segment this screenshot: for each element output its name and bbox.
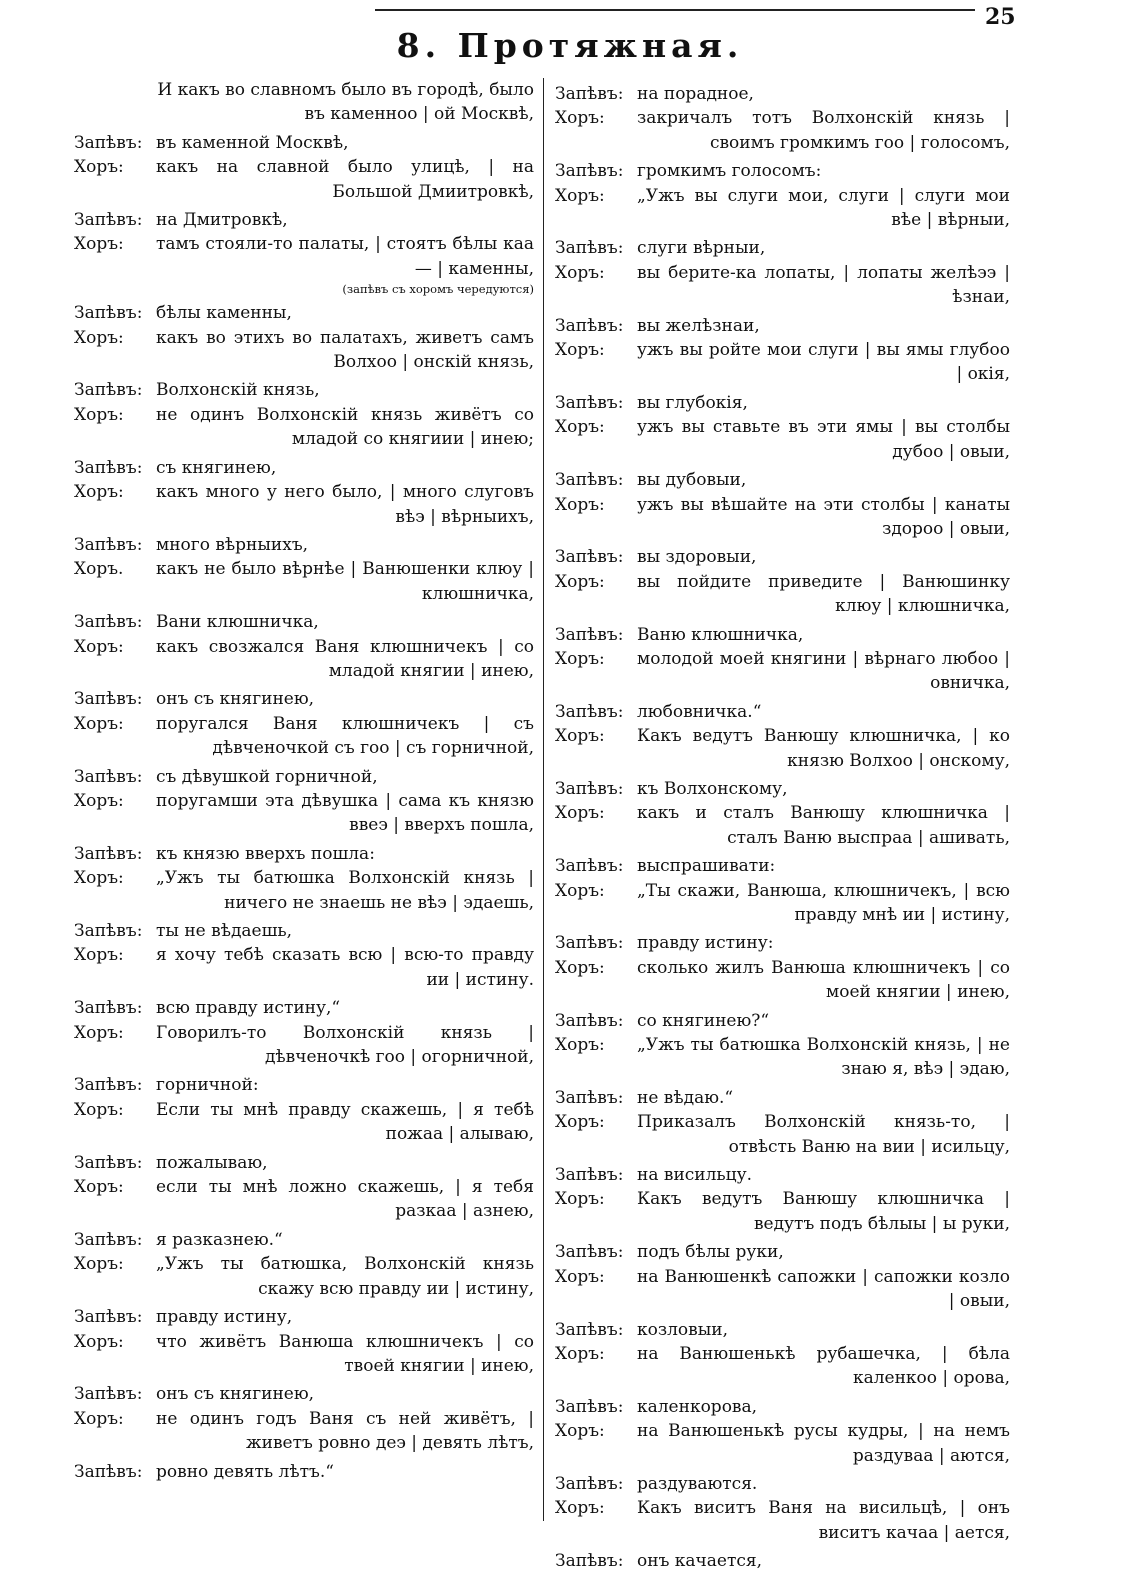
- zapev-line: [74, 456, 534, 480]
- verse-text: бѣлы каменны,: [156, 303, 292, 324]
- hor-line: [555, 415, 1010, 464]
- verse-text: ужъ вы ставьте въ эти ямы | вы столбы дубоо | овыи,: [637, 417, 1010, 462]
- hor-line: [74, 943, 534, 992]
- speaker-label: Запѣвъ:: [74, 612, 143, 633]
- hor-line: [74, 866, 534, 915]
- verse-text: сколько жилъ Ванюша клюшничекъ | со моей княгии | инею,: [637, 957, 1010, 1003]
- zapev-line: [555, 236, 1010, 260]
- zapev-line: [74, 131, 534, 155]
- zapev-line: [555, 314, 1010, 338]
- speaker-label: Хоръ:: [555, 108, 605, 129]
- zapev-line: [74, 301, 534, 325]
- hor-line: [74, 1330, 534, 1379]
- hor-line: [555, 647, 1010, 696]
- hor-line: [555, 261, 1010, 310]
- verse-text: со княгинею?“: [637, 1010, 770, 1031]
- verse-text: къ князю вверхъ пошла:: [156, 843, 375, 864]
- hor-line: [74, 789, 534, 838]
- speaker-label: Хоръ:: [555, 340, 605, 361]
- speaker-label: Запѣвъ:: [555, 778, 624, 799]
- zapev-line: [555, 1318, 1010, 1342]
- speaker-label: Запѣвъ:: [74, 303, 143, 324]
- page-number: 25: [985, 4, 1016, 30]
- verse-text: съ княгинею,: [156, 457, 277, 478]
- zapev-line: [74, 378, 534, 402]
- hor-line: [555, 1342, 1010, 1391]
- hor-line: [555, 1265, 1010, 1314]
- zapev-line: [555, 82, 1010, 106]
- verse-text: ты не вѣдаешь,: [156, 921, 293, 941]
- speaker-label: Хоръ:: [74, 790, 124, 811]
- zapev-line: [555, 931, 1010, 955]
- speaker-label: Хоръ:: [555, 1421, 605, 1442]
- verse-text: какъ и сталъ Ванюшу клюшничка | сталъ Ваню выспраа | ашивать,: [637, 803, 1010, 848]
- verse-text: правду истину:: [637, 933, 774, 954]
- zapev-line: [555, 1240, 1010, 1264]
- speaker-label: Запѣвъ:: [74, 132, 143, 153]
- zapev-line: [555, 1009, 1010, 1033]
- verse-text: подъ бѣлы руки,: [637, 1242, 784, 1263]
- speaker-label: Хоръ:: [74, 1022, 124, 1043]
- verse-text: слуги вѣрныи,: [637, 238, 766, 259]
- verse-text: раздуваются.: [637, 1473, 758, 1494]
- speaker-label: Запѣвъ:: [74, 210, 143, 231]
- hor-line: [74, 712, 534, 761]
- speaker-label: Хоръ:: [555, 1498, 605, 1519]
- speaker-label: Запѣвъ:: [74, 689, 143, 710]
- speaker-label: Хоръ:: [74, 1099, 124, 1120]
- zapev-line: [74, 208, 534, 232]
- speaker-label: Хоръ:: [555, 803, 605, 824]
- speaker-label: Хоръ:: [555, 957, 605, 978]
- speaker-label: Хоръ:: [74, 1254, 124, 1275]
- page-title: 8. Протяжная.: [396, 26, 744, 65]
- speaker-label: Запѣвъ:: [74, 998, 143, 1019]
- speaker-label: Запѣвъ:: [555, 1319, 624, 1340]
- verse-text: „Ужъ ты батюшка, Волхонскій князь скажу всю правду ии | истину,: [156, 1254, 534, 1299]
- zapev-line: [74, 1073, 534, 1097]
- verse-text: громкимъ голосомъ:: [637, 161, 822, 182]
- verse-text: поругамши эта дѣвушка | сама къ князю ввеэ | вверхъ пошла,: [156, 790, 534, 836]
- verse-text: вы желѣзнаи,: [637, 315, 760, 336]
- speaker-label: Хоръ:: [74, 945, 124, 966]
- speaker-label: Запѣвъ:: [555, 624, 624, 645]
- zapev-line: [555, 159, 1010, 183]
- hor-line: [74, 232, 534, 281]
- speaker-label: Хоръ:: [555, 262, 605, 283]
- verse-text: Говорилъ-то Волхонскій князь | дѣвченочкѣ гоо | огорничной,: [156, 1022, 534, 1068]
- verse-text: не одинъ Волхонскій князь живётъ со младой со княгиии | инею;: [156, 404, 534, 450]
- speaker-label: Запѣвъ:: [555, 1551, 624, 1572]
- zapev-line: [555, 1472, 1010, 1496]
- speaker-label: Запѣвъ:: [74, 1152, 143, 1173]
- speaker-label: Хоръ:: [555, 648, 605, 669]
- speaker-label: Хоръ:: [74, 1177, 124, 1198]
- hor-line: [555, 1187, 1010, 1236]
- verse-text: козловыи,: [637, 1319, 729, 1340]
- speaker-label: Запѣвъ:: [555, 315, 624, 336]
- verse-text: „Ты скажи, Ванюша, клюшничекъ, | всю правду мнѣ ии | истину,: [637, 880, 1010, 925]
- speaker-label: Хоръ:: [74, 1331, 124, 1352]
- speaker-label: Хоръ.: [74, 559, 124, 580]
- hor-line: [74, 1407, 534, 1456]
- verse-text: какъ во этихъ во палатахъ, живетъ самъ Волхоо | онскій князь,: [156, 327, 534, 373]
- verse-text: горничной:: [156, 1075, 259, 1096]
- verse-text: я разказнею.“: [156, 1229, 283, 1250]
- top-rule: [375, 9, 975, 11]
- speaker-label: Запѣвъ:: [555, 547, 624, 568]
- speaker-label: Запѣвъ:: [555, 701, 624, 722]
- hor-line: [555, 493, 1010, 542]
- verse-text: И какъ во славномъ было въ городѣ, было въ каменноо | ой Москвѣ,: [157, 80, 534, 125]
- verse-text: на порадное,: [637, 84, 754, 104]
- hor-line: [74, 1175, 534, 1224]
- speaker-label: Запѣвъ:: [555, 856, 624, 877]
- zapev-line: [555, 854, 1010, 878]
- zapev-line: [74, 1228, 534, 1252]
- speaker-label: Запѣвъ:: [555, 392, 624, 413]
- verse-text: на висильцу.: [637, 1165, 753, 1186]
- opening-line: [74, 78, 534, 127]
- speaker-label: Запѣвъ:: [555, 1473, 624, 1494]
- speaker-label: [74, 78, 156, 127]
- verse-text: къ Волхонскому,: [637, 778, 788, 799]
- verse-text: ужъ вы вѣшайте на эти столбы | канаты здороо | овыи,: [637, 494, 1010, 539]
- speaker-label: Запѣвъ:: [555, 1010, 624, 1031]
- verse-text: молодой моей княгини | вѣрнаго любоо | овничка,: [637, 648, 1010, 694]
- speaker-label: Запѣвъ:: [74, 1229, 143, 1250]
- zapev-line: [74, 610, 534, 634]
- hor-line: [74, 326, 534, 375]
- verse-text: не вѣдаю.“: [637, 1087, 734, 1108]
- hor-line: [555, 1110, 1010, 1159]
- hor-line: [555, 879, 1010, 928]
- verse-text: вы пойдите приведите | Ванюшинку клюу | клюшничка,: [637, 571, 1010, 617]
- speaker-label: Хоръ:: [74, 404, 124, 425]
- verse-text: вы здоровыи,: [637, 547, 757, 568]
- speaker-label: Хоръ:: [555, 726, 605, 747]
- verse-text: Вани клюшничка,: [156, 612, 319, 633]
- verse-text: „Ужъ ты батюшка Волхонскій князь, | не знаю я, вѣэ | эдаю,: [637, 1035, 1010, 1080]
- verse-text: Приказалъ Волхонскій князь-то, | отвѣсть Ваню на вии | исильцу,: [637, 1112, 1010, 1157]
- verse-text: на Ванюшенькѣ русы кудры, | на немъ раздуваа | аются,: [637, 1421, 1010, 1466]
- speaker-label: Хоръ:: [555, 1189, 605, 1210]
- verse-text: Ваню клюшничка,: [637, 624, 804, 645]
- hor-line: [555, 338, 1010, 387]
- hor-line: [555, 106, 1010, 155]
- speaker-label: Запѣвъ:: [74, 534, 143, 555]
- speaker-label: Запѣвъ:: [74, 1384, 143, 1405]
- zapev-line: [74, 533, 534, 557]
- zapev-line: [555, 1163, 1010, 1187]
- hor-line: [555, 184, 1010, 233]
- right-column: [555, 78, 1010, 1574]
- speaker-label: Хоръ:: [555, 494, 605, 515]
- zapev-line: [74, 1382, 534, 1406]
- speaker-label: Запѣвъ:: [74, 1307, 143, 1328]
- speaker-label: Запѣвъ:: [74, 921, 143, 941]
- speaker-label: Хоръ:: [74, 327, 124, 348]
- speaker-label: Хоръ:: [555, 417, 605, 438]
- hor-line: [555, 1033, 1010, 1082]
- zapev-line: [555, 623, 1010, 647]
- verse-text: что живётъ Ванюша клюшничекъ | со твоей княгии | инею,: [156, 1331, 534, 1376]
- hor-line: [74, 557, 534, 606]
- hor-line: [555, 956, 1010, 1005]
- speaker-label: Запѣвъ:: [555, 84, 624, 104]
- verse-text: „Ужъ ты батюшка Волхонскій князь | ничего не знаешь не вѣэ | эдаешь,: [156, 868, 534, 913]
- speaker-label: Запѣвъ:: [74, 1075, 143, 1096]
- zapev-line: [74, 765, 534, 789]
- zapev-line: [555, 777, 1010, 801]
- speaker-label: Запѣвъ:: [555, 1242, 624, 1263]
- hor-line: [74, 155, 534, 204]
- speaker-label: Хоръ:: [555, 185, 605, 206]
- verse-text: съ дѣвушкой горничной,: [156, 766, 378, 787]
- speaker-label: Запѣвъ:: [74, 766, 143, 787]
- verse-text: правду истину,: [156, 1307, 293, 1328]
- left-column: [74, 78, 534, 1484]
- hor-line: [555, 801, 1010, 850]
- speaker-label: Запѣвъ:: [74, 380, 143, 401]
- verse-text: какъ много у него было, | много слуговъ вѣэ | вѣрныихъ,: [156, 482, 534, 527]
- verse-text: какъ на славной было улицѣ, | на Большой Дмиитровкѣ,: [156, 157, 534, 202]
- speaker-label: Хоръ:: [555, 571, 605, 592]
- speaker-label: Хоръ:: [74, 482, 124, 503]
- speaker-label: Запѣвъ:: [74, 1461, 143, 1482]
- verse-text: я хочу тебѣ сказать всю | всю-то правду ии | истину.: [156, 945, 534, 990]
- verse-text: въ каменной Москвѣ,: [156, 132, 349, 153]
- hor-line: [74, 635, 534, 684]
- hor-line: [74, 480, 534, 529]
- verse-text: тамъ стояли-то палаты, | стоятъ бѣлы каа— | каменны,: [156, 234, 534, 279]
- verse-text: каленкорова,: [637, 1396, 758, 1417]
- zapev-line: [74, 687, 534, 711]
- verse-text: поругался Ваня клюшничекъ | съ дѣвченочкой съ гоо | съ горничной,: [156, 713, 534, 759]
- zapev-line: [74, 1305, 534, 1329]
- verse-text: ровно девять лѣтъ.“: [156, 1461, 334, 1482]
- zapev-line: [74, 1460, 534, 1484]
- speaker-label: Хоръ:: [555, 1343, 605, 1364]
- verse-text: не одинъ годъ Ваня съ ней живётъ, | живетъ ровно деэ | девять лѣтъ,: [156, 1408, 534, 1454]
- verse-text: всю правду истину,“: [156, 998, 341, 1019]
- verse-text: на Дмитровкѣ,: [156, 210, 288, 231]
- verse-text: Какъ виситъ Ваня на висильцѣ, | онъ виситъ качаа | ается,: [637, 1498, 1010, 1543]
- verse-text: Какъ ведутъ Ванюшу клюшничка | ведутъ подъ бѣлыы | ы руки,: [637, 1189, 1010, 1234]
- speaker-label: Запѣвъ:: [555, 933, 624, 954]
- verse-text: онъ съ княгинею,: [156, 1384, 315, 1405]
- verse-text: онъ съ княгинею,: [156, 689, 315, 710]
- hor-line: [555, 1419, 1010, 1468]
- verse-text: онъ качается,: [637, 1551, 763, 1572]
- hor-line: [74, 1098, 534, 1147]
- hor-line: [74, 1252, 534, 1301]
- hor-line: [555, 724, 1010, 773]
- verse-text: ужъ вы ройте мои слуги | вы ямы глубоо | окія,: [637, 340, 1010, 385]
- speaker-label: Запѣвъ:: [555, 1087, 624, 1108]
- speaker-label: Запѣвъ:: [74, 457, 143, 478]
- speaker-label: Запѣвъ:: [555, 238, 624, 259]
- speaker-label: Запѣвъ:: [555, 470, 624, 491]
- speaker-label: Хоръ:: [74, 1408, 124, 1429]
- verse-text: Какъ ведутъ Ванюшу клюшничка, | ко князю Волхоо | онскому,: [637, 726, 1010, 771]
- verse-text: на Ванюшенкѣ сапожки | сапожки козло | овыи,: [637, 1266, 1010, 1312]
- verse-text: вы дубовыи,: [637, 470, 747, 491]
- hor-line: [74, 403, 534, 452]
- speaker-label: Хоръ:: [74, 157, 124, 178]
- verse-text: какъ свозжался Ваня клюшничекъ | со младой княгии | инею,: [156, 636, 534, 681]
- zapev-line: [555, 1395, 1010, 1419]
- zapev-line: [74, 842, 534, 866]
- zapev-line: [74, 919, 534, 943]
- hor-line: [555, 570, 1010, 619]
- verse-text: много вѣрныихъ,: [156, 534, 309, 555]
- verse-text: Волхонскій князь,: [156, 380, 320, 401]
- zapev-line: [555, 700, 1010, 724]
- speaker-label: Хоръ:: [74, 234, 124, 255]
- verse-text: выспрашивати:: [637, 856, 776, 877]
- speaker-label: Запѣвъ:: [555, 161, 624, 182]
- verse-text: пожалываю,: [156, 1152, 268, 1173]
- speaker-label: Хоръ:: [555, 1112, 605, 1133]
- stage-note: (запѣвъ съ хоромъ чередуются): [342, 282, 534, 297]
- verse-text: закричалъ тотъ Волхонскій князь | своимъ громкимъ гоо | голосомъ,: [637, 108, 1010, 153]
- verse-text: „Ужъ вы слуги мои, слуги | слуги мои вѣе | вѣрныи,: [637, 185, 1010, 231]
- speaker-label: Хоръ:: [555, 880, 605, 901]
- zapev-line: [555, 545, 1010, 569]
- speaker-label: Хоръ:: [74, 713, 124, 734]
- zapev-line: [555, 391, 1010, 415]
- speaker-label: Запѣвъ:: [555, 1396, 624, 1417]
- speaker-label: Хоръ:: [555, 1266, 605, 1287]
- zapev-line: [555, 468, 1010, 492]
- zapev-line: [555, 1549, 1010, 1573]
- speaker-label: Хоръ:: [74, 868, 124, 889]
- speaker-label: Запѣвъ:: [74, 843, 143, 864]
- hor-line: [74, 1021, 534, 1070]
- zapev-line: [74, 1151, 534, 1175]
- zapev-line: [555, 1086, 1010, 1110]
- speaker-label: Запѣвъ:: [555, 1165, 624, 1186]
- verse-text: какъ не было вѣрнѣе | Ванюшенки клюу | клюшничка,: [156, 559, 534, 604]
- zapev-line: [74, 996, 534, 1020]
- verse-text: Если ты мнѣ правду скажешь, | я тебѣ пожаа | алываю,: [156, 1099, 534, 1145]
- verse-text: любовничка.“: [637, 701, 762, 722]
- column-divider: [543, 78, 544, 1521]
- speaker-label: Хоръ:: [555, 1035, 605, 1056]
- verse-text: вы глубокія,: [637, 392, 748, 413]
- verse-text: вы берите-ка лопаты, | лопаты желѣээ | ѣзнаи,: [637, 262, 1010, 308]
- verse-text: если ты мнѣ ложно скажешь, | я тебя разкаа | азнею,: [156, 1177, 534, 1222]
- speaker-label: Хоръ:: [74, 636, 124, 657]
- verse-text: на Ванюшенькѣ рубашечка, | бѣла каленкоо | орова,: [637, 1343, 1010, 1389]
